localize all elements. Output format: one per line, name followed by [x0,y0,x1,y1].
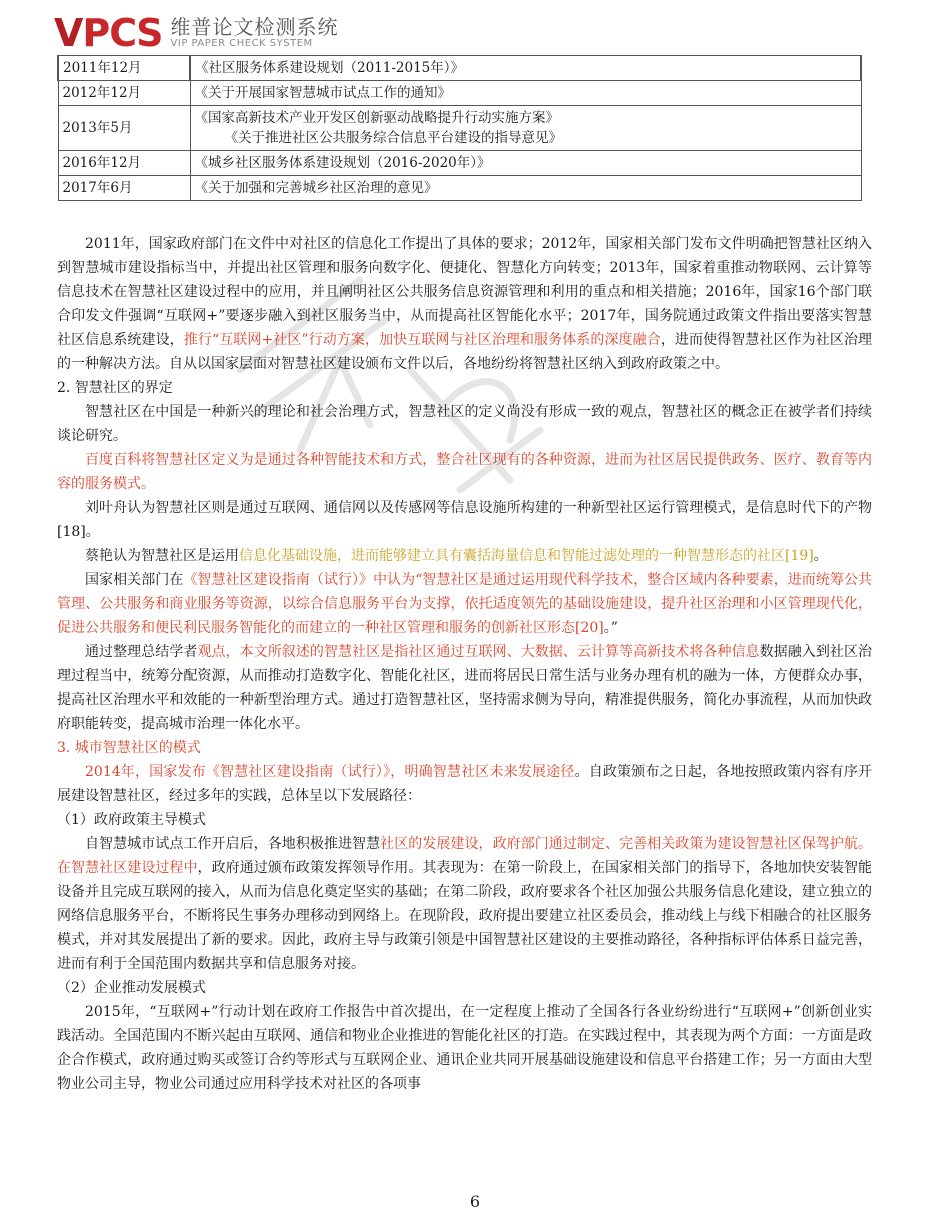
paragraph [57,832,872,976]
brand-name-en: VIP PAPER CHECK SYSTEM [170,38,313,49]
paragraph [57,640,872,736]
page-number: 6 [469,1192,481,1211]
section-heading: 2. 智慧社区的界定 [57,380,173,396]
table-cell-document [190,151,861,176]
section-heading: 3. 城市智慧社区的模式 [57,740,201,756]
paragraph: 刘叶舟认为智慧社区则是通过互联网、通信网以及传感网等信息设施所构建的一种新型社区运行管理模式，是信息时代下的产物[18]。 [57,500,872,540]
document-body [57,232,872,1096]
paragraph: 2015年，“互联网+”行动计划在政府工作报告中首次提出，在一定程度上推动了全国各行各业纷纷进行“互联网+”创新创业实践活动。全国范围内不断兴起由互联网、通信和物业企业推进的智能化社区的打造。在实践过程中，其表现为两个方面：一方面是政企合作模式，政府通过购买或签订合约等形式与互联网企业、通讯企业共同开展基础设施建设和信息平台搭建工作；另一方面由大型物业公司主导，物业公司通过应用科学技术对社区的各项事 [57,1004,872,1092]
text-run: ，进而使得智慧社区作为社区治理的一种解决方法。自从以国家层面对智慧社区建设颁布文件以后，各地纷纷将智慧社区纳入到政府政策之中。 [57,332,873,372]
table-cell-date: 2016年12月 [58,151,190,176]
table-cell-document [190,81,861,106]
table-row [58,81,861,106]
table-row [58,106,861,151]
text-run: 2011年，国家政府部门在文件中对社区的信息化工作提出了具体的要求；2012年，国家相关部门发布文件明确把智慧社区纳入到智慧城市建设指标当中，并提出社区管理和服务向数字化、便捷化、智慧化方向转变；2013年，国家着重推动物联网、云计算等信息技术在智慧社区建设过程中的应用，并且阐明社区公共服务信息资源管理和利用的重点和相关措施；2016年，国家16个部门联合印发文件强调“互联网+”要逐步融入到社区服务当中，从而提高社区智能化水平；2017年，国务院通过政策文件指出要落实智慧社区信息系统建设， [57,236,872,348]
paragraph [57,232,872,376]
brand-text [171,16,339,50]
text-run: 。 [813,548,828,564]
highlighted-text: 《智慧社区建设指南（试行）》中认为“智慧社区是通过运用现代科学技术，整合区域内各种要素，进而统筹公共管理、公共服务和商业服务等资源，以综合信息服务平台为支撑，依托适度领先的基础设施建设，提升社区治理和小区管理现代化，促进公共服务和便民利民服务智能化的而建立的一种社区管理和服务的创新社区形态[20] [57,572,873,636]
table-cell-date: 2013年5月 [58,106,190,151]
text-run: 通过整理总结学者 [85,644,198,660]
subsection-heading: （2）企业推动发展模式 [57,980,206,996]
table-row [58,176,861,201]
text-run: ，政府通过颁布政策发挥领导作用。其表现为：在第一阶段上，在国家相关部门的指导下，各地加快安装智能设备并且完成互联网的接入，从而为信息化奠定坚实的基础；在第二阶段，政府要求各个社区加强公共服务信息化建设，建立独立的网络信息服务平台，不断将民生事务办理移动到网络上。在现阶段，政府提出要建立社区委员会，推动线上与线下相融合的社区服务模式，并对其发展提出了新的要求。因此，政府主导与政策引领是中国智慧社区建设的主要推动路径，各种指标评估体系日益完善，进而有利于全国范围内数据共享和信息服务对接。 [57,860,873,972]
paragraph: 百度百科将智慧社区定义为是通过各种智能技术和方式，整合社区现有的各种资源，进而为社区居民提供政务、医疗、教育等内容的服务模式。 [57,452,872,492]
text-run: 自智慧城市试点工作开启后，各地积极推进智慧 [85,836,381,852]
document-header [54,12,339,54]
table-row [58,56,861,81]
paragraph [57,544,872,568]
highlighted-text: 信息化基础设施，进而能够建立具有囊括海量信息和智能过滤处理的一种智慧形态的社区[19] [239,548,814,564]
table-cell-date: 2017年6月 [58,176,190,201]
table-cell-document [190,56,861,81]
subsection-heading: （1）政府政策主导模式 [57,812,206,828]
vpcs-logo [54,11,163,55]
policy-doc-title: 《关于推进社区公共服务综合信息平台建设的指导意见》 [224,130,562,146]
logo-letter: V [54,11,83,55]
highlighted-text: 观点，本文所叙述的智慧社区是指社区通过互联网、大数据、云计算等高新技术将各种信息 [197,644,760,660]
policy-doc-title: 《关于开展国家智慧城市试点工作的通知》 [194,85,451,101]
table-row [58,151,861,176]
paragraph: 智慧社区在中国是一种新兴的理论和社会治理方式，智慧社区的定义尚没有形成一致的观点，智慧社区的概念正在被学者们持续谈论研究。 [57,404,872,444]
policy-doc-title: 《城乡社区服务体系建设规划（2016-2020年）》 [194,155,491,171]
text-run: 数据融入到社区治理过程当中，统筹分配资源，从而推动打造数字化、智能化社区，进而将居民日常生活与业务办理有机的融为一体，方便群众办事，提高社区治理水平和效能的一种新型治理方式。通过打造智慧社区，坚持需求侧为导向，精准提供服务，简化办事流程，从而加快政府职能转变，提高城市治理一体化水平。 [57,644,873,732]
logo-letter: P [82,11,110,55]
table-cell-date: 2012年12月 [58,81,190,106]
policy-timeline-table [57,55,862,201]
table-cell-date: 2011年12月 [58,56,190,81]
highlighted-text: 推行“互联网+社区”行动方案，加快互联网与社区治理和服务体系的深度融合 [183,332,661,348]
logo-letter: C [109,11,137,55]
highlighted-text: 社区的发展建设，政府部门通过制定、完善相关政策为建设智慧社区保驾护航。在智慧社区建设过程中 [57,836,873,876]
paragraph [57,568,872,640]
text-run: 蔡艳认为智慧社区是运用 [85,548,239,564]
text-run: 。” [603,620,618,636]
text-run: 国家相关部门在 [85,572,184,588]
policy-doc-title: 《国家高新技术产业开发区创新驱动战略提升行动实施方案》 [194,110,559,126]
highlighted-text: 2014年，国家发布《智慧社区建设指南（试行）》，明确智慧社区未来发展途径 [85,764,575,780]
table-cell-document [190,176,861,201]
paragraph [57,760,872,808]
policy-doc-title: 《关于加强和完善城乡社区治理的意见》 [194,180,438,196]
logo-letter: S [136,11,163,55]
table-cell-document [190,106,861,151]
brand-name-cn: 维普论文检测系统 [170,15,339,39]
policy-doc-title: 《社区服务体系建设规划（2011-2015年）》 [195,60,465,76]
text-run: 。自政策颁布之日起，各地按照政策内容有序开展建设智慧社区，经过多年的实践，总体呈以下发展路径： [57,764,872,804]
